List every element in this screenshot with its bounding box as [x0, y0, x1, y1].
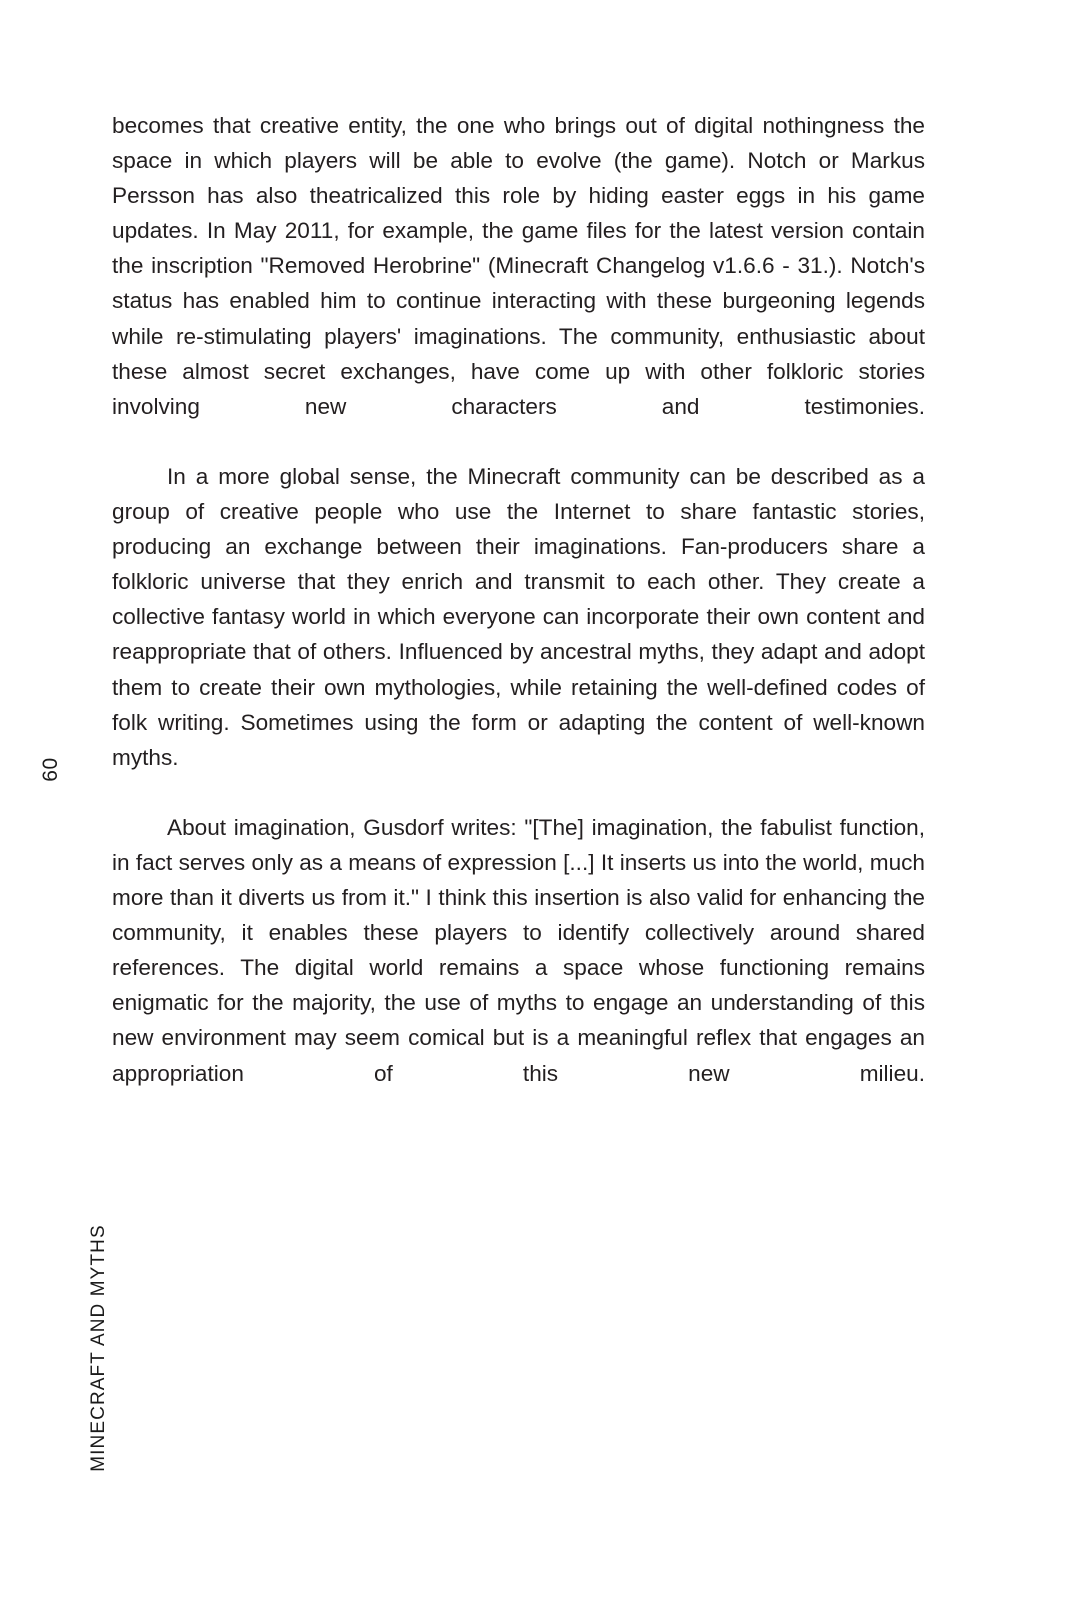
- body-paragraph: In a more global sense, the Minecraft community can be described as a group of creative people who use the Internet to share fantastic stories, producing an exchange between their imaginations. Fan-producers share a folkloric universe that they enrich and transmit to each other. They create a collective fantasy world in which everyone can incorporate their own content and reappropriate that of others. Influenced by ancestral myths, they adapt and adopt them to create their own mythologies, while retaining the well-defined codes of folk writing. Sometimes using the form or adapting the content of well-known myths.: [112, 463, 925, 770]
- body-paragraph: becomes that creative entity, the one who brings out of digital nothingness the space in which players will be able to evolve (the game). Notch or Markus Persson has also theatricalized this role by hiding easter eggs in his game updates. In May 2011, for example, the game files for the latest version contain the inscription "Removed Herobrine" (Minecraft Changelog v1.6.6 - 31.). Notch's status has enabled him to continue interacting with these burgeoning legends while re-stimulating players' imaginations. The community, enthusiastic about these almost secret exchanges, have come up with other folkloric stories involving new characters and testimonies.: [112, 113, 925, 419]
- body-paragraph: About imagination, Gusdorf writes: "[The] imagination, the fabulist function, in fact serves only as a means of expression [...] It inserts us into the world, much more than it diverts us from it." I think this insertion is also valid for enhancing the community, it enables these players to identify collectively around shared references. The digital world remains a space whose functioning remains enigmatic for the majority, the use of myths to engage an understanding of this new environment may seem comical but is a meaningful reflex that engages an appropriation of this new milieu.: [112, 814, 925, 1086]
- page-number: 60: [39, 757, 62, 782]
- running-head: MINECRAFT AND MYTHS: [88, 1224, 109, 1472]
- body-text-column: [112, 108, 925, 1126]
